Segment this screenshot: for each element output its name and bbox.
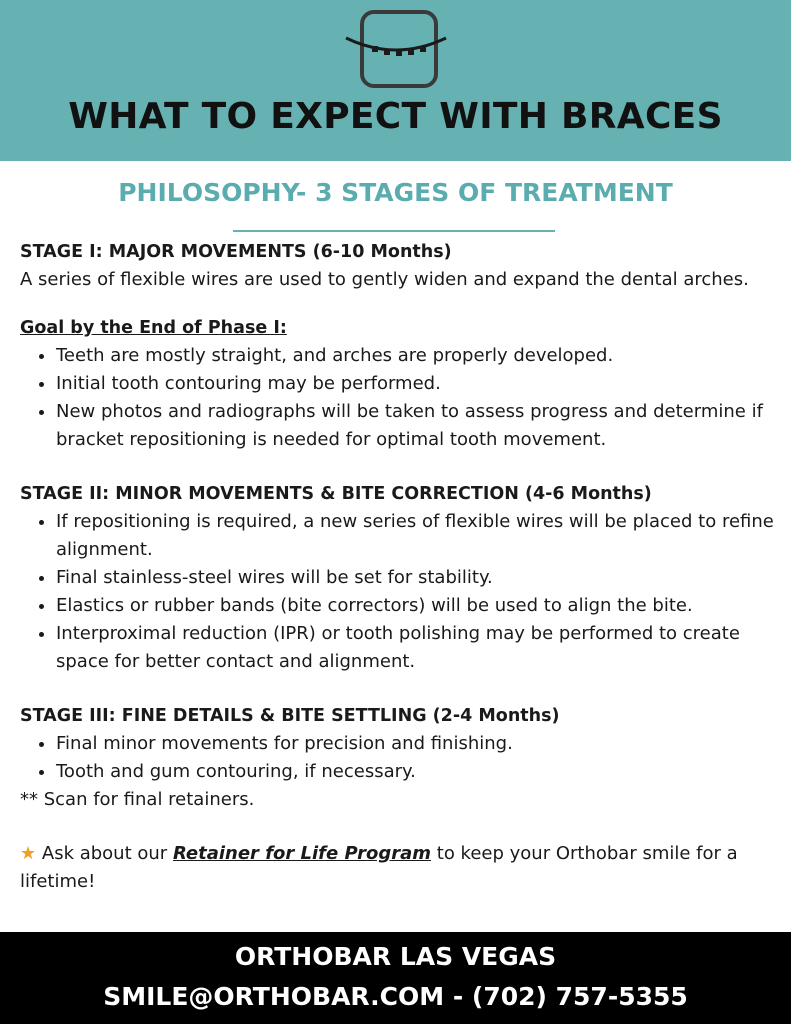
cta-suffix: to keep your Orthobar smile for a lifetime! — [20, 843, 738, 892]
stage2-heading: STAGE II: MINOR MOVEMENTS & BITE CORRECTION (4-6 Months) — [20, 484, 652, 504]
footer-bar — [0, 932, 791, 1024]
stage3-list — [20, 730, 780, 786]
list-item: • Elastics or rubber bands (bite correctors) will be used to align the bite. — [56, 592, 780, 620]
stage1-goal-list — [20, 342, 780, 454]
retainer-cta — [20, 840, 780, 896]
section-subtitle: PHILOSOPHY- 3 STAGES OF TREATMENT — [118, 178, 673, 207]
main-content — [20, 238, 780, 896]
list-item: • If repositioning is required, a new series of flexible wires will be placed to refine alignment. — [56, 508, 780, 564]
stage1-goal-heading: Goal by the End of Phase I: — [20, 318, 287, 338]
list-item: • Initial tooth contouring may be performed. — [56, 370, 780, 398]
footer-contact: SMILE@ORTHOBAR.COM - (702) 757-5355 — [103, 982, 688, 1011]
star-icon: ★ — [20, 843, 37, 864]
subtitle-divider — [233, 230, 555, 232]
list-item: • Final stainless-steel wires will be set for stability. — [56, 564, 780, 592]
list-item: • Interproximal reduction (IPR) or tooth polishing may be performed to create space for better contact and alignment. — [56, 620, 780, 676]
list-item: • Tooth and gum contouring, if necessary. — [56, 758, 780, 786]
cta-prefix: Ask about our — [41, 843, 168, 864]
stage3-note: ** Scan for final retainers. — [20, 789, 255, 810]
header-banner — [0, 0, 791, 161]
retainer-program-link[interactable]: Retainer for Life Program — [172, 843, 432, 864]
list-item: • Teeth are mostly straight, and arches are properly developed. — [56, 342, 780, 370]
footer-business-name: ORTHOBAR LAS VEGAS — [234, 942, 557, 971]
braces-smile-icon — [344, 10, 448, 90]
list-item: • New photos and radiographs will be taken to assess progress and determine if bracket repositioning is needed for optimal tooth movement. — [56, 398, 780, 454]
stage2-list — [20, 508, 780, 676]
stage1-heading: STAGE I: MAJOR MOVEMENTS (6-10 Months) — [20, 242, 452, 262]
page-title: WHAT TO EXPECT WITH BRACES — [68, 96, 723, 137]
list-item: • Final minor movements for precision and finishing. — [56, 730, 780, 758]
stage3-heading: STAGE III: FINE DETAILS & BITE SETTLING (2-4 Months) — [20, 706, 560, 726]
stage1-description: A series of flexible wires are used to gently widen and expand the dental arches. — [20, 269, 749, 290]
